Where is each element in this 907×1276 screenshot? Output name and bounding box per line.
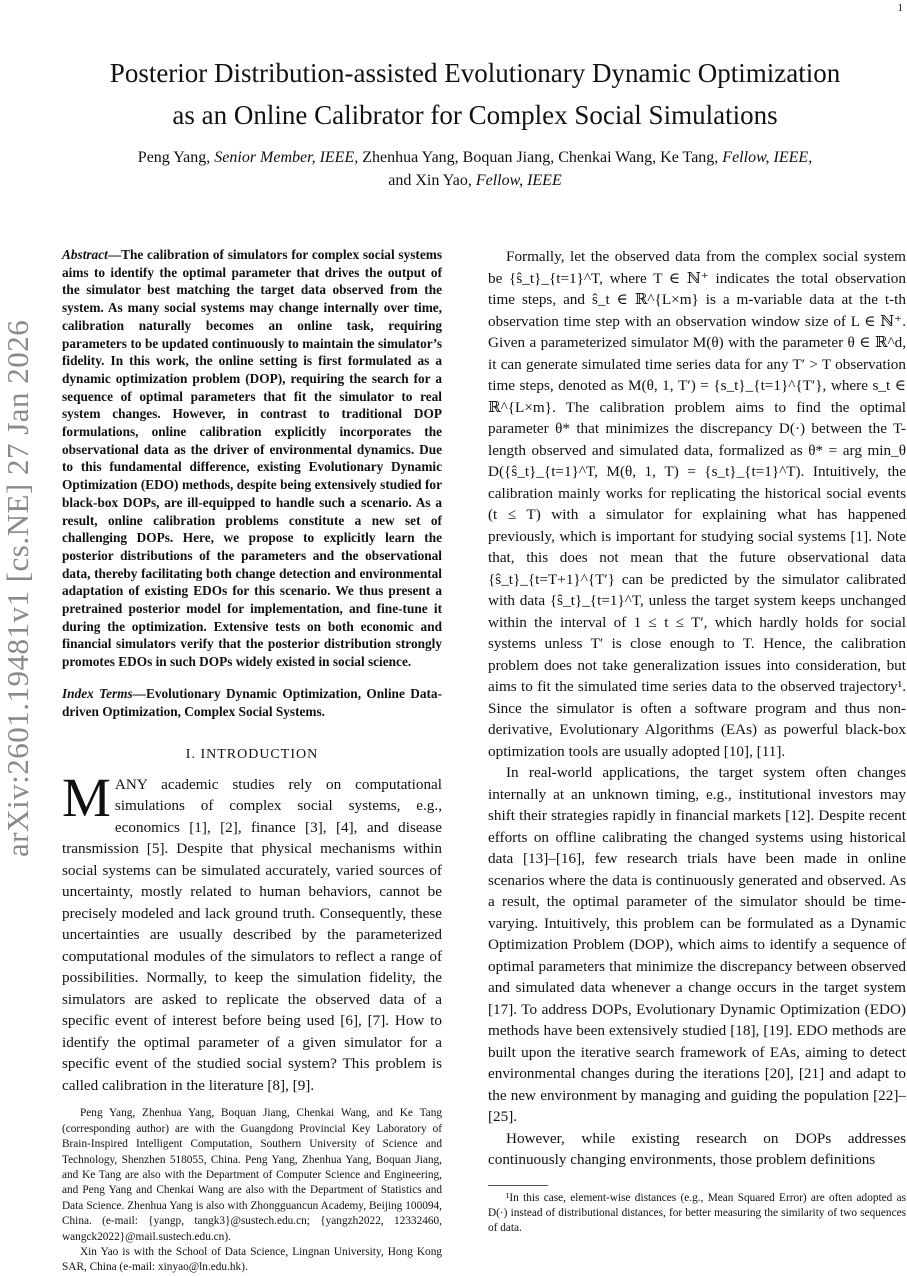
abstract-label: Abstract: [62, 247, 108, 262]
abstract: [62, 246, 442, 671]
intro-paragraph: [62, 766, 442, 1097]
author-role: Fellow, IEEE: [722, 149, 809, 166]
author-role: Fellow, IEEE: [475, 172, 562, 189]
author-text: ,: [808, 149, 813, 166]
index-terms-label: Index Terms: [62, 685, 133, 701]
author-text: and Xin Yao,: [388, 172, 476, 189]
affiliation-footnote: Peng Yang, Zhenhua Yang, Boquan Jiang, Chenkai Wang, and Ke Tang (corresponding author) are with the Guangdong Provincial Key Laboratory of Brain-Inspired Intelligent Computation, Southern University of Science and Technology, Shenzhen 518055, China. Peng Yang, Zhenhua Yang, Boquan Jiang, and Ke Tang are also with the Department of Computer Science and Engineering, and Peng Yang and Chenkai Wang are also with the Department of Statistics and Data Science. Zhenhua Yang is also with Zhongguancun Academy, Beijing 100094, China. (e-mail: {yangp, tangk3}@sustech.edu.cn; {yangzh2022, 12332460, wangck2022}@mail.sustech.edu.cn).: [62, 1107, 442, 1243]
footnote-rule: [488, 1185, 548, 1186]
body-paragraph-2: In real-world applications, the target system often changes internally at an unknown timing, e.g., institutional investors may shift their strategies rapidly in financial markets [12]. Despite recent efforts on offline calibrating the changed systems using historical data [13]–[16], few research trials have been made in online scenarios where the data is continuously generated and observed. As a result, the optimal parameter of the simulator should be time-varying. Intuitively, this problem can be formulated as a Dynamic Optimization Problem (DOP), which aims to identify a sequence of optimal parameters that minimize the discrepancy between observed and simulated data whenever a change occurs in the target system [17]. To address DOPs, Evolutionary Dynamic Optimization (EDO) methods have been extensively studied [18], [19]. EDO methods are built upon the iterative search framework of EAs, aiming to detect environmental changes during the iterations [20], [21] and adapt to the new environment by managing and guiding the population [22]–[25].: [488, 764, 906, 1125]
author-role: Senior Member, IEEE: [214, 149, 355, 166]
yao-footnote: Xin Yao is with the School of Data Science, Lingnan University, Hong Kong SAR, China (e-mail: xinyao@ln.edu.hk).: [62, 1245, 442, 1274]
left-column: [62, 246, 442, 1276]
page-number: 1: [897, 2, 903, 14]
paper-title: [60, 52, 890, 136]
body-paragraph-1: Formally, let the observed data from the complex social system be {ŝ_t}_{t=1}^T, where T ∈ ℕ⁺ indicates the total observation time steps, and ŝ_t ∈ ℝ^{L×m} is a m-variable data at the t-th observation time step with an observation window size of L ∈ ℕ⁺. Given a parameterized simulator M(θ) with the parameter θ ∈ ℝ^d, it can generate simulated time series data for any T′ > T observation time steps, denoted as M(θ, 1, T′) = {s_t}_{t=1}^{T′}, where s_t ∈ ℝ^{L×m}. The calibration problem aims to find the optimal parameter θ* that minimizes the discrepancy D(·) between the T-length observed and simulated data, formalized as θ* = arg min_θ D({ŝ_t}_{t=1}^T, M(θ, 1, T) = {s_t}_{t=1}^T). Intuitively, the calibration mainly works for replicating the historical social events (t ≤ T) with a simulator for explaining what has happened previously, which is important for studying social systems [1]. Note that, this does not mean that the future observational data {ŝ_t}_{t=T+1}^{T′} can be predicted by the simulator calibrated with data {ŝ_t}_{t=1}^T, unless the target system keeps unchanged within the interval of 1 ≤ t ≤ T′, which hardly holds for social systems unless T′ is close enough to T. Hence, the calibration problem does not take generalization issues into consideration, but aims to fit the simulated time series data to the observed trajectory¹. Since the simulator is often a software program and thus non-derivative, Evolutionary Algorithms (EAs) as powerful black-box optimization tools are usually adopted [10], [11].: [488, 248, 906, 760]
section-heading: I. INTRODUCTION: [185, 747, 319, 763]
abstract-text: —The calibration of simulators for complex social systems aims to identify the optimal parameter that drives the output of the simulator best matching the target data observed from the system. As many social systems may change internally over time, calibration naturally becomes an online task, requiring parameters to be updated continuously to maintain the simulator’s fidelity. In this work, the online setting is first formulated as a dynamic optimization problem (DOP), requiring the search for a sequence of optimal parameters that fit the simulator to real system changes. However, in contrast to traditional DOP formulations, online calibration explicitly incorporates the observational data as the driver of environmental dynamics. Due to this fundamental difference, existing Evolutionary Dynamic Optimization (EDO) methods, despite being extensively studied for black-box DOPs, are ill-equipped to handle such a scenario. As a result, online calibration problems constitute a new set of challenging DOPs. Here, we propose to explicitly learn the posterior distributions of the parameters and the observational data, thereby facilitating both change detection and environmental adaptation of existing EDOs for this scenario. We thus present a pretrained posterior model for implementation, and fine-tune it during the optimization. Extensive tests on both economic and financial simulators verify that the posterior distribution strongly promotes EDOs in such DOPs widely existed in social science.: [62, 247, 442, 670]
arxiv-identifier: arXiv:2601.19481v1 [cs.NE] 27 Jan 2026: [0, 319, 35, 857]
intro-text: ANY academic studies rely on computational simulations of complex social systems, e.g., economics [1], [2], finance [3], [4], and disease transmission [5]. Despite that physical mechanisms within social systems can be simulated accurately, varied sources of uncertainty, mostly related to human behaviors, cannot be precisely modeled and lack ground truth. Consequently, these uncertainties are usually described by the parameterized computational modules of the simulators to reflect a range of possibilities. Normally, to keep the simulation fidelity, the simulators are asked to replicate the observed data of a specific event of interest before being used [6], [7]. How to identify the optimal parameter of a given simulator for a specific event of the studied social system? This problem is called calibration in the literature [8], [9].: [62, 775, 442, 1094]
right-column: [488, 246, 906, 1237]
author-list: [60, 146, 890, 192]
index-terms: [62, 685, 442, 720]
body-paragraph-3: However, while existing research on DOPs addresses continuously changing environments, those problem definitions: [488, 1129, 906, 1168]
drop-cap: M: [62, 766, 111, 828]
author-text: , Zhenhua Yang, Boquan Jiang, Chenkai Wang, Ke Tang,: [354, 149, 723, 166]
author-text: Peng Yang,: [137, 149, 215, 166]
title-line-1: Posterior Distribution-assisted Evolutionary Dynamic Optimization: [109, 58, 841, 88]
title-line-2: as an Online Calibrator for Complex Social Simulations: [172, 100, 778, 130]
footnote-1: ¹In this case, element-wise distances (e.g., Mean Squared Error) are often adopted as D(·) instead of distributional distances, for better measuring the similarity of two sequences of data.: [488, 1191, 906, 1235]
index-terms-text: —Evolutionary Dynamic Optimization, Online Data-driven Optimization, Complex Social Systems.: [62, 685, 443, 719]
